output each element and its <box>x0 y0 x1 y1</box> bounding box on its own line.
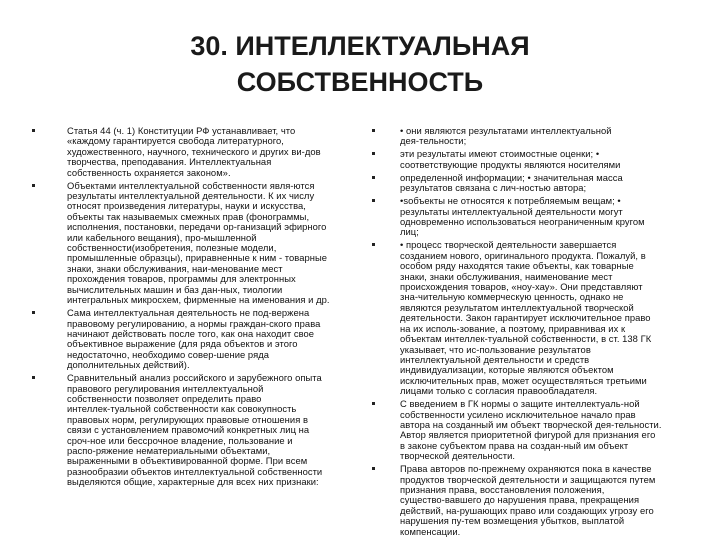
bullet-item <box>30 373 350 487</box>
bullet-text: Права авторов по-прежнему охраняются пока в качестве продуктов творческой деятельности и защищаются путем признания права, восстановления положения, существо-вавшего до нарушения права, прекращения действий, на-рушающих право или создающих угрозу его нарушения пу-тем возмещения убытков, выплатой компенсации. <box>400 463 656 537</box>
bullet-icon <box>32 311 35 314</box>
bullet-item <box>370 149 710 170</box>
bullet-item <box>370 464 710 537</box>
bullet-item <box>370 196 710 238</box>
bullet-text: определенной информации; • значительная масса результатов связана с лич-ностью автора; <box>400 171 623 194</box>
bullet-icon <box>32 376 35 379</box>
bullet-icon <box>372 176 375 179</box>
bullet-item <box>30 181 350 306</box>
bullet-item <box>370 173 710 194</box>
bullet-icon <box>372 467 375 470</box>
bullet-item <box>370 399 710 461</box>
bullet-text: • они являются результатами интеллектуальной дея-тельности; <box>400 125 612 147</box>
bullet-text: Статья 44 (ч. 1) Конституции РФ устанавливает, что «каждому гарантируется свобода литературного, художественного, научного, технического и других ви-дов творчества, преподавания. Интеллектуальная собственность охраняется законом». <box>67 125 321 178</box>
bullet-item <box>30 126 350 178</box>
bullet-text: Сравнительный анализ российского и зарубежного опыта правового регулирования интеллектуальной собственности позволяет определить право интеллек-туальной собственности как совокупность правовых норм, регулирующих правовые отношения в связи с установлением правомочий конкретных лиц на сроч-ное или бессрочное владение, пользование и распо-ряжение нематериальными объектами, выраженными в объективированной форме. При всем разнообразии объектов интеллектуальной собственности выделяются общие, характерные для всех них признаки: <box>67 372 323 488</box>
bullet-text: • процесс творческой деятельности завершается созданием нового, оригинального продукта. Пожалуй, в особом ряду находятся такие объекты, как товарные знаки, знаки обслуживания, наименование мест происхождения товаров, «ноу-хау». Они представляют зна-чительную коммерческую ценность, однако не являются результатом интеллектуальной творческой деятельности. Закон гарантирует исключительное право на их исполь-зование, а поэтому, приравнивая их к объектам интеллек-туальной собственности, в ст. 138 ГК указывает, что ис-пользование результатов интеллектуальной деятельности и средств индивидуализации, которые являются объектом исключительных прав, может осуществляться третьими лицами только с согласия правообладателя. <box>400 239 652 397</box>
bullet-icon <box>372 129 375 132</box>
left-bullet-list <box>30 126 350 490</box>
bullet-icon <box>372 199 375 202</box>
bullet-icon <box>372 243 375 246</box>
bullet-icon <box>372 402 375 405</box>
bullet-text: эти результаты имеют стоимостные оценки; • соответствующие продукты являются носителями <box>400 148 621 170</box>
bullet-icon <box>372 152 375 155</box>
bullet-icon <box>32 129 35 132</box>
bullet-text: Объектами интеллектуальной собственности явля-ются результаты интеллектуальной деятельности. К их числу относят произведения литературы, науки и искусства, объекты так называемых смежных прав (фонограммы, исполнения, постановки, передачи ор-ганизаций эфирного или кабельного вещания), про-мышленной собственности(изобретения, полезные модели, промышленные образцы), приравненные к ним - товарные знаки, знаки обслуживания, наи-менование мест прохождения товаров, программы для электронных вычислительных машин и баз дан-ных, тиологии интегральных микросхем, фирменные на именования и др. <box>67 179 330 306</box>
bullet-item <box>370 240 710 396</box>
slide-title: 30. ИНТЕЛЛЕКТУАЛЬНАЯ СОБСТВЕННОСТЬ <box>190 31 530 97</box>
bullet-item <box>370 126 710 147</box>
bullet-icon <box>32 184 35 187</box>
bullet-text: Сама интеллектуальная деятельность не под-вержена правовому регулированию, а нормы граждан-ского права начинают действовать после того, как она находит свое объективное выражение (для ряда объектов и этого недостаточно, необходимо совер-шение ряда дополнительных действий). <box>67 307 321 371</box>
bullet-item <box>30 308 350 370</box>
right-bullet-list <box>370 126 710 540</box>
bullet-text: •sобъекты не относятся к потребляемым вещам; • результаты интеллектуальной деятельности могут одновременно использоваться неограниченным кругом лиц; <box>400 195 645 238</box>
bullet-text: С введением в ГК нормы о защите интеллектуаль-ной собственности усилено исключительное начало прав автора на созданный им объект творческой дея-тельности. Автор является приоритетной фигурой для признания его в законе субъектом права на создан-ный им объект творческой деятельности. <box>400 398 662 462</box>
